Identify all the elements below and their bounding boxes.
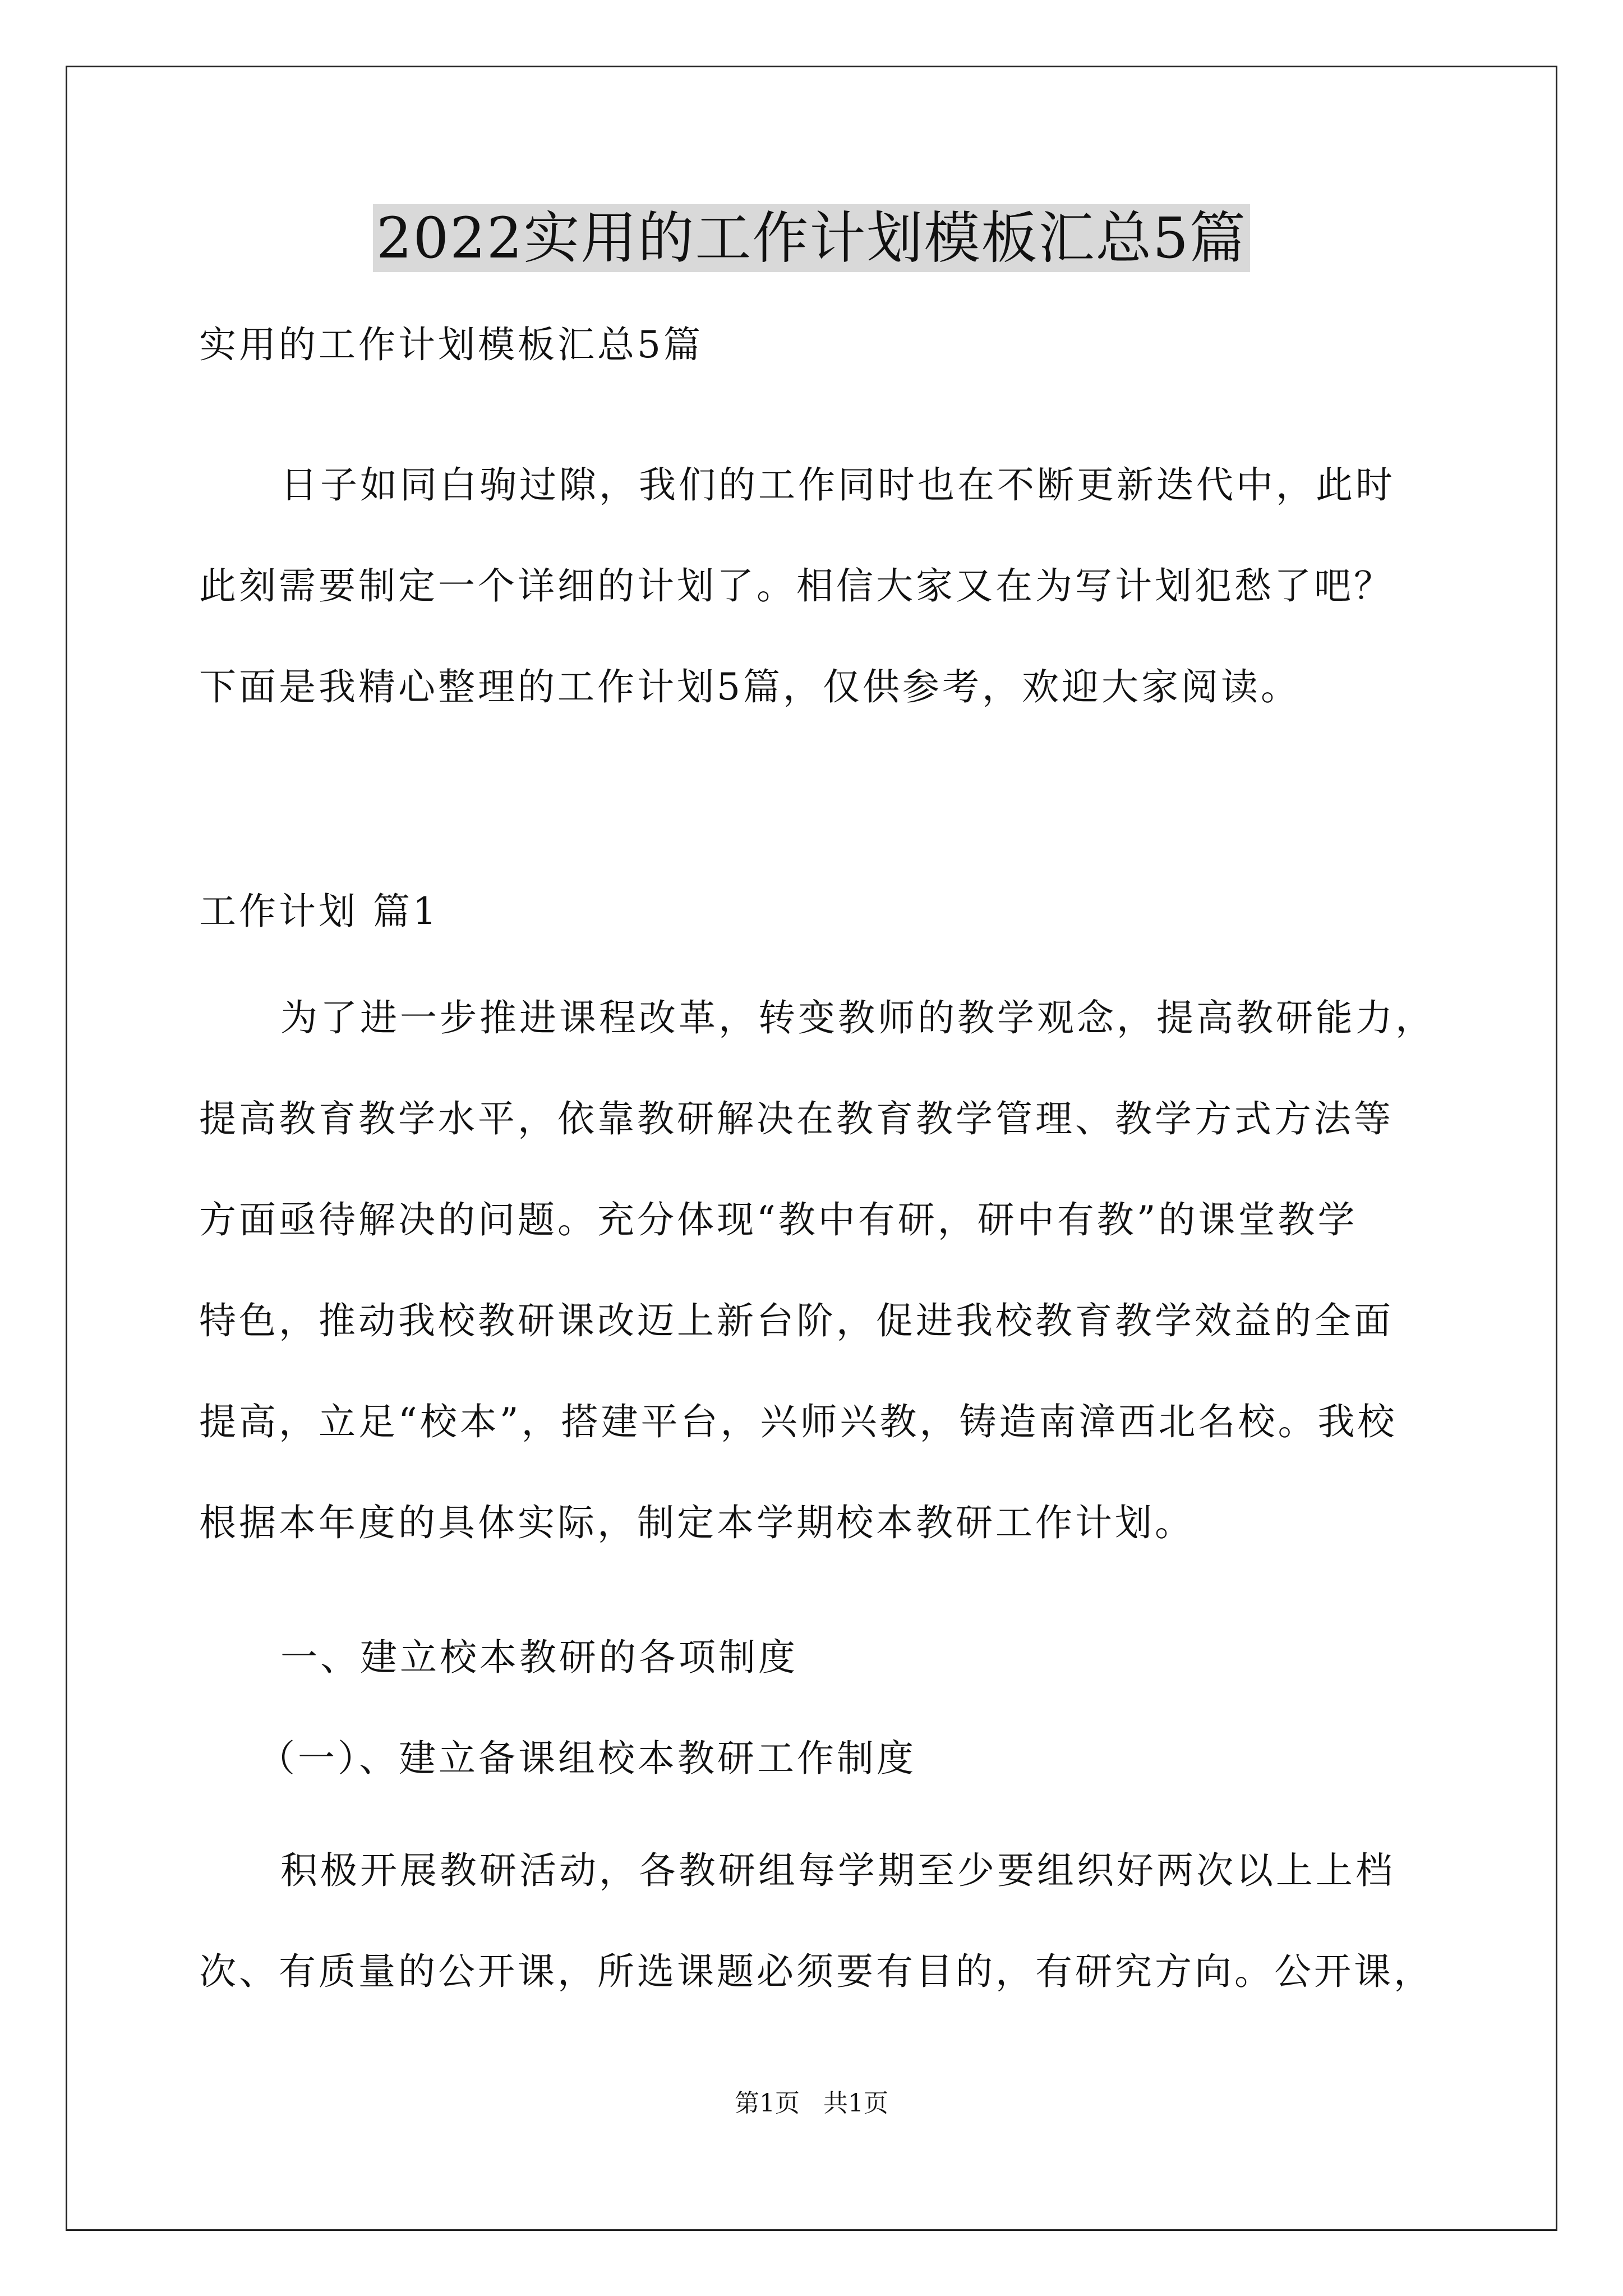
body-line: 根据本年度的具体实际，制定本学期校本教研工作计划。 bbox=[199, 1501, 1195, 1544]
page-border bbox=[66, 66, 1557, 2231]
body-line: 提高，立足“校本”，搭建平台，兴师兴教，铸造南漳西北名校。我校 bbox=[199, 1400, 1398, 1443]
body-line: 为了进一步推进课程改革，转变教师的教学观念，提高教研能力， bbox=[280, 996, 1435, 1039]
body-line: 次、有质量的公开课，所选课题必须要有目的，有研究方向。公开课， bbox=[199, 1950, 1433, 1993]
body-line: 积极开展教研活动，各教研组每学期至少要组织好两次以上上档 bbox=[280, 1849, 1395, 1892]
document-title: 2022实用的工作计划模板汇总5篇 bbox=[0, 199, 1623, 278]
body-line: 方面亟待解决的问题。充分体现“教中有研，研中有教”的课堂教学 bbox=[199, 1198, 1358, 1241]
intro-line: 此刻需要制定一个详细的计划了。相信大家又在为写计划犯愁了吧？ bbox=[199, 564, 1394, 608]
section-heading: 工作计划 篇1 bbox=[199, 890, 439, 933]
intro-line: 日子如同白驹过隙，我们的工作同时也在不断更新迭代中，此时 bbox=[280, 463, 1395, 507]
body-line: 特色，推动我校教研课改迈上新台阶，促进我校教育教学效益的全面 bbox=[199, 1299, 1394, 1342]
intro-line: 下面是我精心整理的工作计划5篇，仅供参考，欢迎大家阅读。 bbox=[199, 665, 1301, 708]
list-item-heading: 一、建立校本教研的各项制度 bbox=[280, 1636, 798, 1679]
list-subitem-heading: （一）、建立备课组校本教研工作制度 bbox=[258, 1737, 916, 1780]
body-line: 提高教育教学水平，依靠教研解决在教育教学管理、教学方式方法等 bbox=[199, 1097, 1394, 1140]
page-footer: 第1页 共1页 bbox=[735, 2089, 888, 2118]
document-subtitle: 实用的工作计划模板汇总5篇 bbox=[199, 323, 703, 366]
